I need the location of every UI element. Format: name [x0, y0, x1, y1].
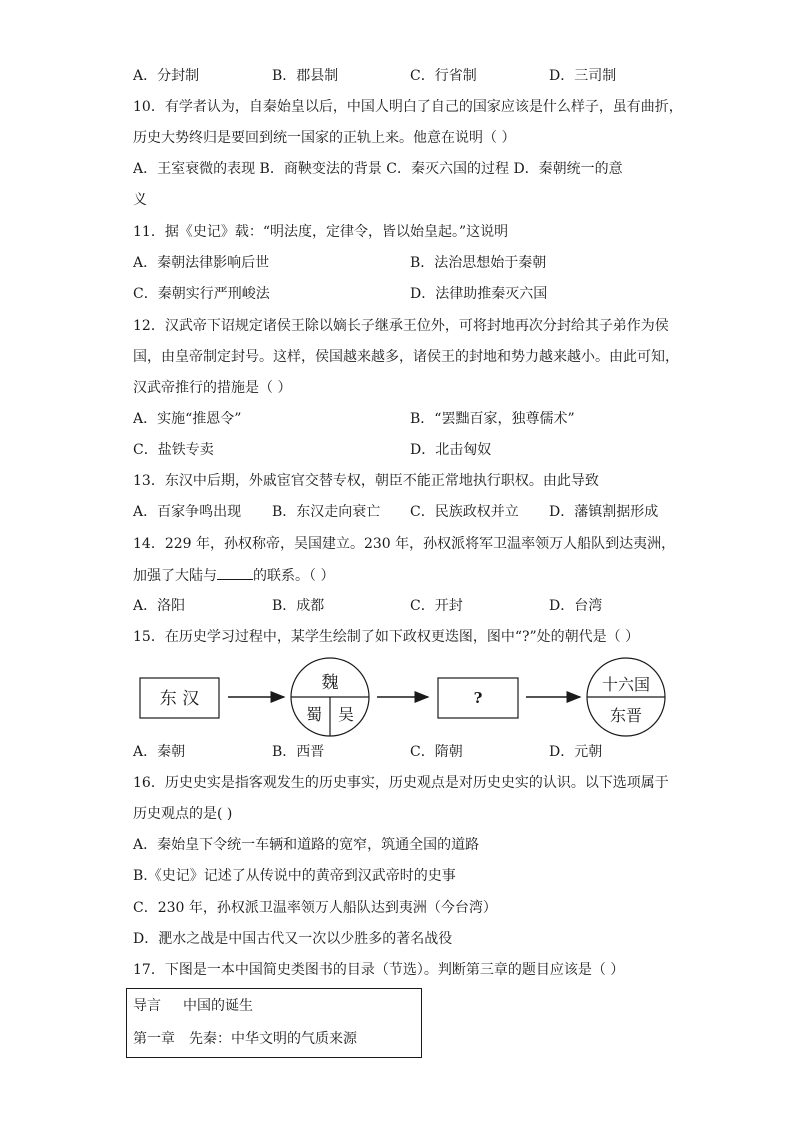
q14-option-c: C．开封 — [410, 598, 463, 614]
toc-row-intro — [133, 996, 253, 1016]
q16-option-c: C．230 年，孙权派卫温率领万人船队达到夷洲（今台湾） — [133, 900, 497, 916]
q17-stem: 17．下图是一本中国简史类图书的目录（节选）。判断第三章的题目应该是（ ） — [133, 962, 625, 978]
q9-option-b: B．郡县制 — [272, 68, 339, 84]
q16-stem-line2: 历史观点的是( ) — [133, 806, 233, 822]
q12-stem-line1: 12．汉武帝下诏规定诸侯王除以嫡长子继承王位外，可将封地再次分封给其子弟作为侯 — [133, 318, 669, 334]
wei-label: 魏 — [321, 673, 339, 693]
toc-chapter1-label: 第一章 — [133, 1031, 175, 1047]
q16-option-d: D．淝水之战是中国古代又一次以少胜多的著名战役 — [133, 931, 453, 947]
shu-label: 蜀 — [305, 705, 323, 724]
q12-option-a: A．实施“推恩令” — [133, 411, 242, 427]
q14-stem-line2 — [133, 565, 334, 585]
q14-option-a: A．洛阳 — [133, 598, 186, 614]
q15-option-d: D．元朝 — [549, 744, 603, 760]
dynasty-succession-diagram — [0, 650, 794, 740]
q14-option-d: D．台湾 — [549, 598, 603, 614]
q13-option-a: A．百家争鸣出现 — [133, 504, 242, 520]
eastern-han-label: 东 汉 — [159, 689, 200, 709]
q10-stem-line1: 10．有学者认为，自秦始皇以后，中国人明白了自己的国家应该是什么样子，虽有曲折， — [133, 99, 683, 115]
q12-option-d: D．北击匈奴 — [410, 442, 492, 458]
sixteen-kingdoms-label: 十六国 — [601, 675, 651, 694]
q14-stem-pre: 加强了大陆与 — [133, 568, 217, 584]
toc-intro-title: 中国的诞生 — [183, 998, 253, 1014]
q16-stem-line1: 16．历史史实是指客观发生的历史事实，历史观点是对历史史实的认识。以下选项属于 — [133, 775, 669, 791]
q16-option-b: B.《史记》记述了从传说中的黄帝到汉武帝时的史事 — [133, 868, 456, 884]
q13-stem: 13．东汉中后期，外戚宦官交替专权，朝臣不能正常地执行职权。由此导致 — [133, 473, 599, 489]
q10-options-wrap: 义 — [133, 192, 147, 208]
toc-intro-label: 导言 — [133, 998, 161, 1014]
q16-option-a: A．秦始皇下令统一车辆和道路的宽窄，筑通全国的道路 — [133, 837, 480, 853]
q12-option-b: B．“罢黜百家，独尊儒术” — [410, 411, 575, 427]
q12-stem-line3: 汉武帝推行的措施是（ ） — [133, 380, 292, 396]
q9-option-c: C．行省制 — [410, 68, 477, 84]
q11-option-a: A．秦朝法律影响后世 — [133, 255, 270, 271]
q15-option-a: A．秦朝 — [133, 744, 186, 760]
eastern-jin-label: 东晋 — [609, 706, 643, 725]
unknown-dynasty-label: ? — [473, 689, 483, 707]
toc-row-chapter1 — [133, 1029, 357, 1049]
q11-option-d: D．法律助推秦灭六国 — [410, 286, 548, 302]
q11-option-c: C．秦朝实行严刑峻法 — [133, 286, 270, 302]
q11-stem: 11．据《史记》载：“明法度，定律令，皆以始皇起。”这说明 — [133, 224, 509, 240]
q13-option-c: C．民族政权并立 — [410, 504, 519, 520]
toc-chapter1-title: 先秦：中华文明的气质来源 — [189, 1031, 357, 1047]
q14-option-b: B．成都 — [272, 598, 325, 614]
q13-option-d: D．藩镇割据形成 — [549, 504, 659, 520]
q14-stem-post: 的联系。（ ） — [253, 568, 335, 584]
wu-label: 吴 — [337, 705, 355, 724]
q15-option-b: B．西晋 — [272, 744, 325, 760]
q12-stem-line2: 国，由皇帝制定封号。这样，侯国越来越多，诸侯王的封地和势力越来越小。由此可知， — [133, 349, 679, 365]
q10-options: A．王室衰微的表现 B．商鞅变法的背景 C．秦灭六国的过程 D．秦朝统一的意 — [133, 161, 623, 177]
q15-stem: 15．在历史学习过程中，某学生绘制了如下政权更迭图，图中“?”处的朝代是（ ） — [133, 629, 640, 645]
q10-stem-line2: 历史大势终归是要回到统一国家的正轨上来。他意在说明（ ） — [133, 130, 516, 146]
q9-option-d: D．三司制 — [549, 68, 617, 84]
answer-blank — [217, 565, 253, 580]
q14-stem-line1: 14．229 年，孙权称帝，吴国建立。230 年，孙权派将军卫温率领万人船队到达夷洲， — [133, 536, 676, 552]
q12-option-c: C．盐铁专卖 — [133, 442, 214, 458]
q9-option-a: A．分封制 — [133, 68, 200, 84]
q11-option-b: B．法治思想始于秦朝 — [410, 255, 547, 271]
book-table-of-contents — [126, 988, 422, 1058]
q15-option-c: C．隋朝 — [410, 744, 463, 760]
q13-option-b: B．东汉走向衰亡 — [272, 504, 381, 520]
